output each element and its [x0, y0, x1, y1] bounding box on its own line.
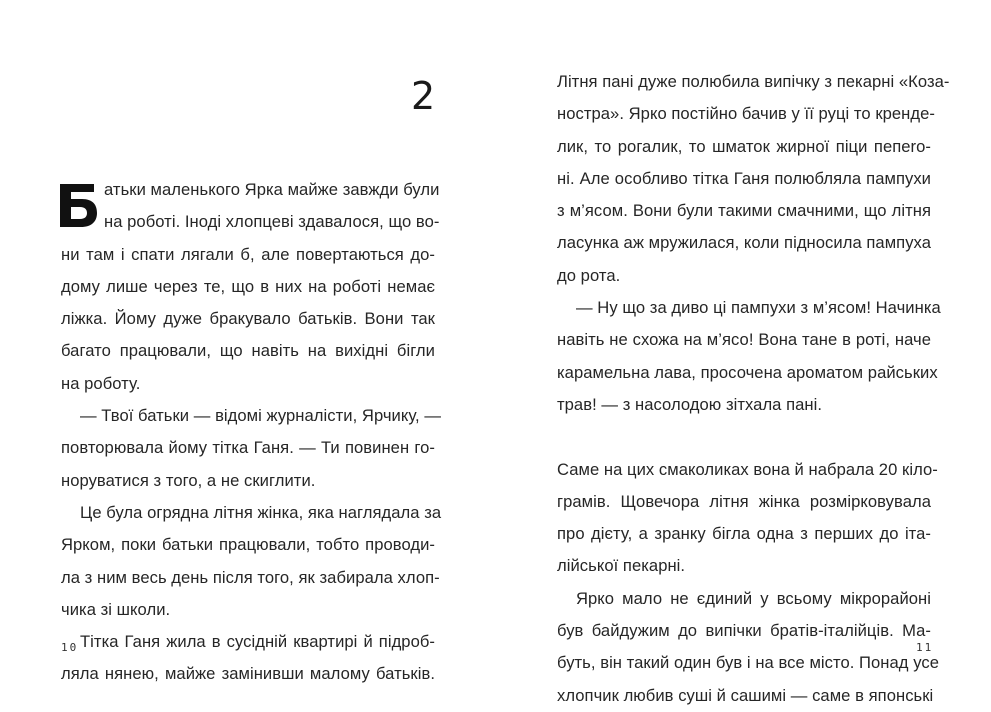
text-line: — Твої батьки — відомі журналісти, Ярчику, —	[80, 406, 442, 426]
text-line: Ярко мало не єдиний у всьому мікрорайоні	[576, 588, 931, 608]
text-line: навіть не схожа на м’ясо! Вона тане в роті, наче	[557, 330, 931, 350]
text-line: дому лише через те, що в них на роботі немає	[61, 276, 435, 296]
text-line: ностра». Ярко постійно бачив у її руці то кренде-	[557, 104, 935, 124]
text-line: про дієту, а зранку бігла одна з перших до іта-	[557, 524, 931, 544]
text-line: Саме на цих смаколиках вона й набрала 20 кіло-	[557, 459, 938, 479]
text-line: повторювала йому тітка Ганя. — Ти повинен го-	[61, 438, 435, 458]
text-line: трав! — з насолодою зітхала пані.	[557, 394, 823, 414]
page-number: 10	[61, 641, 79, 654]
text-line: лійської пекарні.	[557, 556, 686, 576]
text-line: Тітка Ганя жила в сусідній квартирі й підроб-	[80, 632, 435, 652]
text-line: ни там і спати лягали б, але повертаються до-	[61, 244, 435, 264]
text-line: до рота.	[557, 265, 621, 285]
text-line: — Ну що за диво ці пампухи з м’ясом! Начинка	[576, 298, 941, 318]
text-line: багато працювали, що навіть на вихідні бігли	[61, 341, 435, 361]
chapter-number: 2	[411, 74, 436, 118]
text-line: на роботу.	[61, 373, 141, 393]
text-line: Літня пані дуже полюбила випічку з пекарні «Коза-	[557, 72, 950, 91]
text-line: Це була огрядна літня жінка, яка наглядала за	[80, 502, 442, 522]
left-page-body	[61, 174, 442, 691]
right-page-body	[557, 66, 950, 712]
text-line: карамельна лава, просочена ароматом райських	[557, 362, 938, 382]
text-line: атьки маленького Ярка майже завжди були	[104, 180, 440, 199]
text-line: грамів. Щовечора літня жінка розмірковувала	[557, 491, 931, 511]
section-break	[557, 421, 931, 453]
text-line: чика зі школи.	[61, 599, 171, 619]
text-line: лик, то рогалик, то шматок жирної піци пепero-	[557, 136, 931, 156]
page-number: 11	[916, 641, 934, 654]
text-line: на роботі. Іноді хлопцеві здавалося, що во-	[104, 212, 440, 232]
text-line: хлопчик любив суші й сашимі — саме в японські	[557, 685, 934, 705]
text-line: норуватися з того, а не скиглити.	[61, 470, 316, 490]
text-line: ліжка. Йому дуже бракувало батьків. Вони так	[61, 309, 435, 329]
text-line: буть, він такий один був і на все місто. Понад усе	[557, 653, 939, 673]
text-line: Ярком, поки батьки працювали, тобто проводи-	[61, 535, 435, 555]
text-line: ляла нянею, майже замінивши малому батьків.	[61, 664, 435, 684]
left-page	[0, 0, 495, 705]
text-line: ла з ним весь день після того, як забирала хлоп-	[61, 567, 440, 587]
text-line: ласунка аж мружилася, коли підносила пампуха	[557, 233, 931, 253]
text-line: був байдужим до випічки братів-італійців. Ма-	[557, 621, 931, 641]
text-line: ні. Але особливо тітка Ганя полюбляла пампухи	[557, 168, 931, 188]
text-line: з м’ясом. Вони були такими смачними, що літня	[557, 201, 931, 221]
